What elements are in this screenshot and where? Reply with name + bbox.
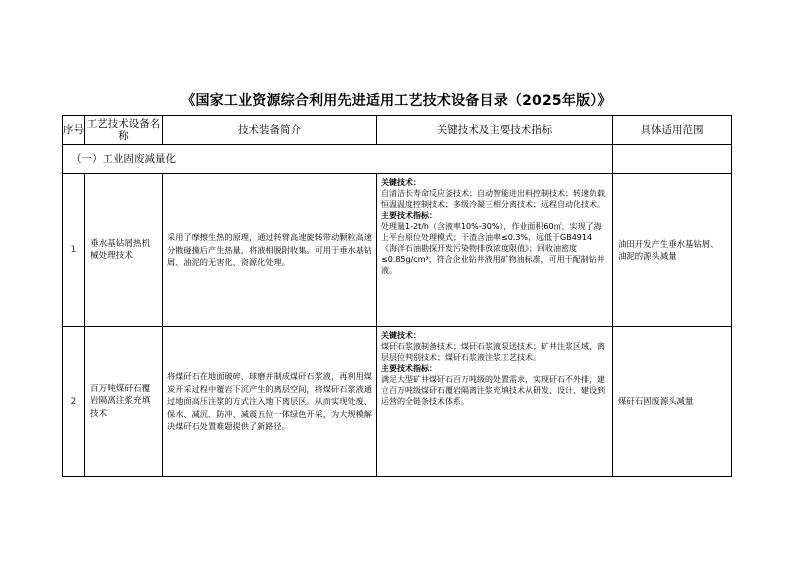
header-seq	[63, 116, 85, 145]
section-label: （一）工业固废减量化	[63, 145, 613, 174]
key-tech-cell	[377, 174, 613, 327]
row-number: 2	[63, 327, 85, 477]
section-row	[63, 145, 732, 174]
tech-name: 垂水基钻屑热机械处理技术	[85, 174, 163, 327]
header-seq-label: 序号	[63, 123, 84, 136]
scope: 油田开发产生垂水基钻屑、油泥的源头减量	[613, 174, 732, 327]
section-empty-cell	[613, 145, 732, 174]
metrics-label: 主要技术指标：	[381, 364, 437, 373]
key-tech-text: 自清洁长寿命反应釜技术；自动智能进出料控制技术；转速负载恒温温度控制技术；多级冷凝三相分离技术；远程自动化技术。	[381, 189, 605, 209]
key-tech-cell	[377, 327, 613, 477]
table-row	[63, 327, 732, 477]
metrics-text: 处理量1-2t/h（含液率10%-30%），作业面积60㎡，实现了海上平台原位处理模式；干渣含油率≤0.3%，远低于GB4914《海洋石油勘探开发污染物排放浓度限值》；回收油密度≤0.85g/cm³，符合企业钻井液用矿物油标准，可用于配制钻井液。	[381, 222, 605, 275]
key-tech-label: 关键技术：	[381, 178, 421, 187]
row-number: 1	[63, 174, 85, 327]
header-key-label: 关键技术及主要技术指标	[436, 123, 553, 136]
header-key	[377, 116, 613, 145]
key-tech-text: 煤矸石浆液制备技术；煤矸石浆液泵送技术；矿井注浆区域、离层层位判别技术；煤矸石浆液注浆工艺技术。	[381, 342, 605, 362]
tech-name: 百万吨煤矸石覆岩隔离注浆充填技术	[85, 327, 163, 477]
page-title: 《国家工业资源综合利用先进适用工艺技术设备目录（2025年版）》	[181, 93, 612, 109]
header-scope-label: 具体适用范围	[640, 123, 704, 136]
catalog-table	[62, 115, 732, 477]
scope: 煤矸石固废源头减量	[613, 327, 732, 477]
header-scope	[613, 116, 732, 145]
header-name	[85, 116, 163, 145]
metrics-label: 主要技术指标：	[381, 211, 437, 220]
table-header-row	[63, 116, 732, 145]
header-name-label: 工艺技术设备名称	[86, 117, 161, 142]
table-row	[63, 174, 732, 327]
tech-intro: 采用了摩擦生热的原理，通过转臂高速旋转带动颗粒高速分散碰撞后产生热量，将液相脱附收集。可用于垂水基钻屑、油泥的无害化、资源化处理。	[163, 174, 377, 327]
key-tech-label: 关键技术：	[381, 331, 421, 340]
metrics-text: 满足大型矿井煤矸石百万吨级的处置需求，实现矸石不外排，建立百万吨级煤矸石覆岩隔离注浆充填技术从研发、设计、建设到运营的全链条技术体系。	[381, 375, 605, 406]
header-intro-label: 技术装备简介	[238, 123, 301, 136]
header-intro	[163, 116, 377, 145]
tech-intro: 将煤矸石在地面破碎、球磨并制成煤矸石浆液，再利用煤炭开采过程中覆岩下沉产生的离层空间，将煤矸石浆液通过地面高压注浆的方式注入地下离层区。从而实现处废、保水、减沉、防冲、减震五位一体绿色开采，为大规模解决煤矸石处置难题提供了新路径。	[163, 327, 377, 477]
